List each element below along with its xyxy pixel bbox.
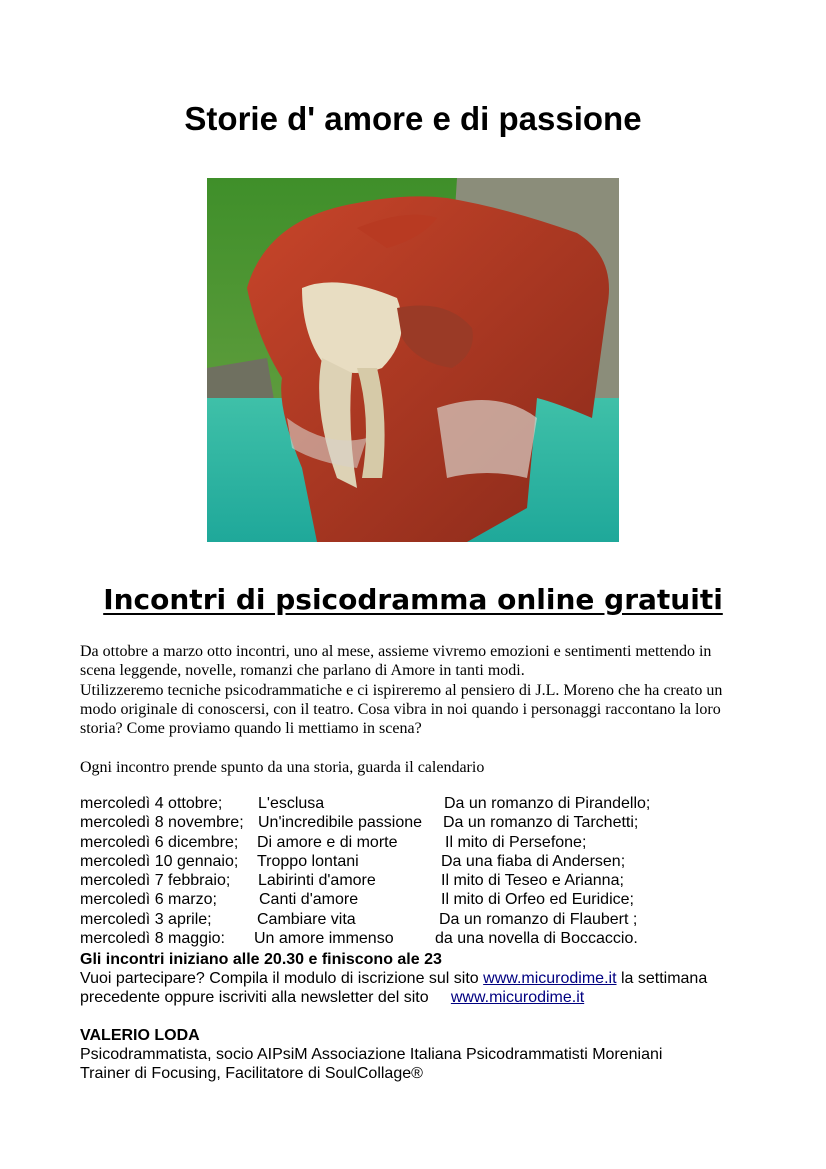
schedule-row bbox=[80, 891, 760, 910]
schedule-title: Troppo lontani bbox=[257, 852, 359, 870]
schedule-source: Da una fiaba di Andersen; bbox=[441, 852, 626, 870]
signup-text: precedente oppure iscriviti alla newsletter del sito bbox=[80, 989, 451, 1006]
schedule-source: Il mito di Orfeo ed Euridice; bbox=[441, 891, 634, 909]
author-role: Psicodrammatista, socio AIPsiM Associazione Italiana Psicodrammatisti Moreniani bbox=[80, 1046, 663, 1063]
schedule-date: mercoledì 10 gennaio; bbox=[80, 852, 239, 870]
signup-text: la settimana bbox=[616, 970, 708, 987]
author-name: VALERIO LODA bbox=[80, 1027, 200, 1044]
schedule-title: Un'incredibile passione bbox=[258, 814, 423, 832]
intro-line: Da ottobre a marzo otto incontri, uno al mese, assieme vivremo emozioni e sentimenti mettendo in bbox=[80, 643, 712, 660]
author-role: Trainer di Focusing, Facilitatore di SoulCollage® bbox=[80, 1065, 423, 1082]
schedule-date: mercoledì 4 ottobre; bbox=[80, 795, 223, 812]
website-link[interactable]: www.micurodime.it bbox=[483, 970, 617, 987]
schedule-title: L'esclusa bbox=[258, 795, 325, 812]
intro-line: modo originale di conoscersi, con il teatro. Cosa vibra in noi quando i personaggi raccontano la loro bbox=[80, 700, 721, 718]
schedule-row bbox=[80, 834, 760, 853]
schedule-source: Da un romanzo di Pirandello; bbox=[444, 795, 651, 812]
schedule-date: mercoledì 8 maggio: bbox=[80, 930, 225, 948]
schedule-row bbox=[80, 911, 760, 930]
schedule-date: mercoledì 6 marzo; bbox=[80, 891, 217, 909]
schedule-date: mercoledì 7 febbraio; bbox=[80, 872, 231, 890]
schedule-row bbox=[80, 872, 760, 891]
schedule-row bbox=[80, 930, 760, 949]
intro-line: storia? Come proviamo quando li mettiamo in scena? bbox=[80, 720, 422, 738]
schedule-date: mercoledì 6 dicembre; bbox=[80, 833, 239, 851]
signup-line-2 bbox=[80, 988, 770, 1007]
schedule-title: Un amore immenso bbox=[254, 930, 394, 948]
schedule-list bbox=[80, 795, 760, 949]
schedule-row bbox=[80, 853, 760, 872]
schedule-date: mercoledì 8 novembre; bbox=[80, 814, 244, 832]
hours-note: Gli incontri iniziano alle 20.30 e finiscono ale 23 bbox=[80, 951, 442, 968]
schedule-title: Labirinti d'amore bbox=[258, 872, 376, 890]
schedule-source: Da un romanzo di Tarchetti; bbox=[443, 814, 639, 832]
calendar-intro: Ogni incontro prende spunto da una storia, guarda il calendario bbox=[80, 759, 485, 776]
schedule-source: da una novella di Boccaccio. bbox=[435, 930, 638, 948]
signup-line-1 bbox=[80, 969, 770, 988]
schedule-title: Canti d'amore bbox=[259, 891, 359, 909]
intro-paragraph bbox=[80, 642, 760, 738]
schedule-date: mercoledì 3 aprile; bbox=[80, 910, 212, 928]
page-title: Storie d' amore e di passione bbox=[184, 100, 642, 137]
schedule-source: Il mito di Persefone; bbox=[445, 833, 587, 851]
schedule-row bbox=[80, 814, 760, 833]
schedule-title: Cambiare vita bbox=[257, 910, 356, 928]
intro-line: scena leggende, novelle, romanzi che parlano di Amore in tanti modi. bbox=[80, 662, 525, 680]
hero-photo bbox=[207, 178, 619, 542]
website-link[interactable]: www.micurodime.it bbox=[450, 989, 585, 1006]
schedule-title: Di amore e di morte bbox=[257, 833, 398, 851]
schedule-source: Il mito di Teseo e Arianna; bbox=[441, 872, 624, 890]
intro-line: Utilizzeremo tecniche psicodrammatiche e ci ispireremo al pensiero di J.L. Moreno che ha creato un bbox=[80, 681, 723, 699]
schedule-source: Da un romanzo di Flaubert ; bbox=[439, 910, 638, 928]
signup-text: Vuoi partecipare? Compila il modulo di iscrizione sul sito bbox=[80, 970, 484, 987]
schedule-row bbox=[80, 795, 760, 814]
section-subtitle: Incontri di psicodramma online gratuiti bbox=[103, 583, 723, 616]
